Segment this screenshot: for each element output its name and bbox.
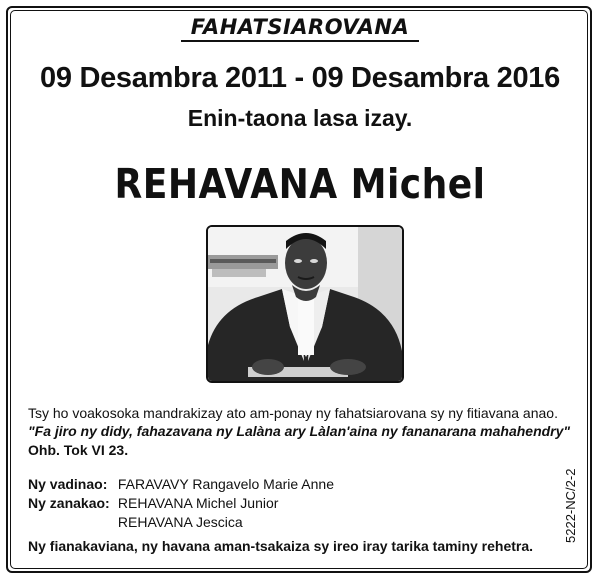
spouse-name: FARAVAVY Rangavelo Marie Anne <box>117 476 334 492</box>
header <box>0 14 600 42</box>
child-name-1: REHAVANA Michel Junior <box>117 495 279 511</box>
portrait-illustration <box>208 227 402 381</box>
memorial-dates: 09 Desambra 2011 - 09 Desambra 2016 <box>40 62 560 94</box>
children-label: Ny zanakao: <box>28 495 110 511</box>
reference-code: 5222-NC/2-2 <box>563 468 578 543</box>
bible-quote: "Fa jiro ny didy, fahazavana ny Lalàna ary Làlan'aina ny fananarana mahahendry" <box>28 423 571 439</box>
spouse-label: Ny vadinao: <box>28 476 108 492</box>
years-passed: Enin-taona lasa izay. <box>187 105 413 131</box>
page-title: FAHATSIAROVANA <box>181 14 419 42</box>
child-name-2: REHAVANA Jescica <box>117 514 243 530</box>
spouse-row <box>28 476 334 493</box>
portrait-photo <box>206 225 404 383</box>
deceased-name: REHAVANA Michel <box>114 160 486 208</box>
children-row <box>28 495 278 512</box>
closing-line: Ny fianakaviana, ny havana aman-tsakaiza sy ireo iray tarika taminy rehetra. <box>28 538 534 554</box>
intro-text: Tsy ho voakosoka mandrakizay ato am-ponay ny fahatsiarovana sy ny fitiavana anao. <box>28 405 558 421</box>
children-row-2 <box>28 514 243 531</box>
bible-reference: Ohb. Tok VI 23. <box>28 442 129 458</box>
